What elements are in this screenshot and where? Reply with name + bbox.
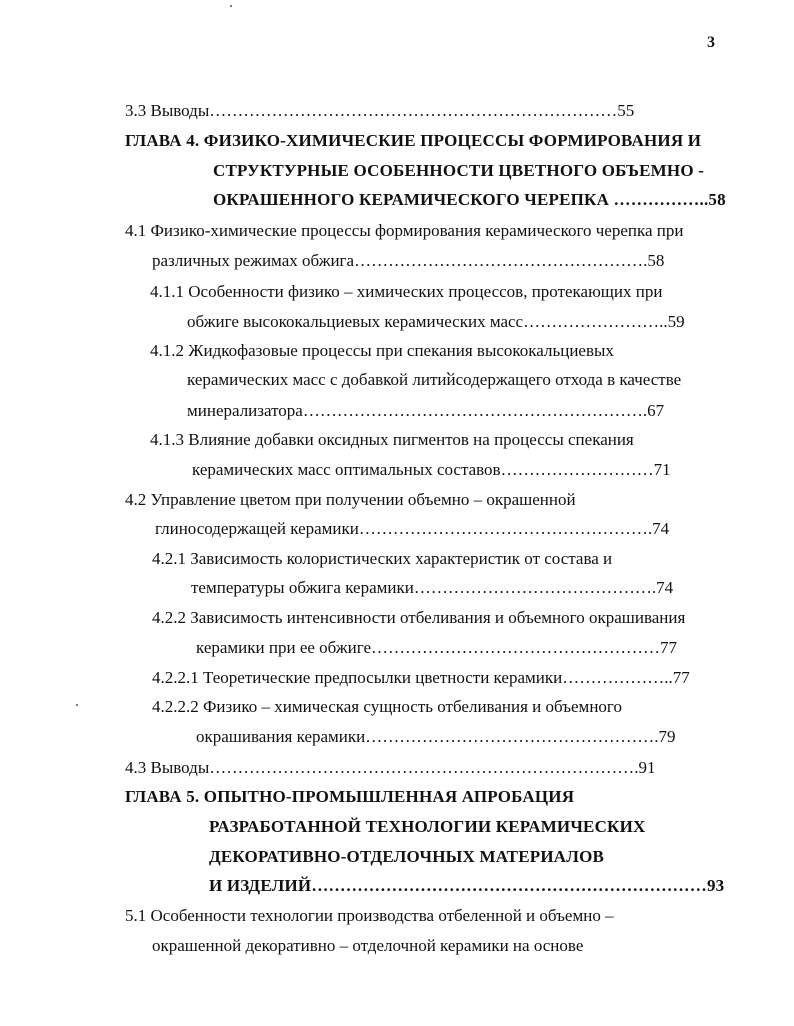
toc-line: 4.1.3 Влияние добавки оксидных пигментов на процессы спекания	[150, 430, 634, 449]
toc-line: окрашенной декоративно – отделочной керамики на основе	[152, 936, 584, 955]
toc-chapter-heading: И ИЗДЕЛИЙ……………………………………………………………93	[209, 876, 725, 895]
toc-chapter-heading: РАЗРАБОТАННОЙ ТЕХНОЛОГИИ КЕРАМИЧЕСКИХ	[209, 817, 646, 836]
toc-line: 4.2.2 Зависимость интенсивности отбеливания и объемного окрашивания	[152, 608, 686, 627]
toc-line: керамических масс с добавкой литийсодержащего отхода в качестве	[187, 370, 682, 389]
toc-line: 4.1 Физико-химические процессы формирования керамического черепка при	[125, 221, 684, 240]
toc-chapter-heading: ГЛАВА 5. ОПЫТНО-ПРОМЫШЛЕННАЯ АПРОБАЦИЯ	[125, 787, 575, 806]
toc-line: 4.1.2 Жидкофазовые процессы при спекания высококальциевых	[150, 341, 614, 360]
toc-line: 4.1.1 Особенности физико – химических процессов, протекающих при	[150, 282, 663, 301]
toc-line: различных режимах обжига…………………………………………….58	[152, 251, 665, 270]
toc-line: 3.3 Выводы………………………………………………………………55	[125, 101, 635, 120]
toc-line: керамики при ее обжиге……………………………………………77	[196, 638, 678, 657]
scan-speck	[230, 5, 232, 7]
toc-chapter-heading: ДЕКОРАТИВНО-ОТДЕЛОЧНЫХ МАТЕРИАЛОВ	[209, 847, 605, 866]
toc-line: минерализатора…………………………………………………….67	[187, 401, 665, 420]
toc-line: глиносодержащей керамики…………………………………………….74	[155, 519, 670, 538]
toc-chapter-heading: СТРУКТУРНЫЕ ОСОБЕННОСТИ ЦВЕТНОГО ОБЪЕМНО -	[213, 161, 705, 180]
toc-chapter-heading: ГЛАВА 4. ФИЗИКО-ХИМИЧЕСКИЕ ПРОЦЕССЫ ФОРМИРОВАНИЯ И	[125, 131, 702, 150]
toc-line: 4.2.1 Зависимость колористических характеристик от состава и	[152, 549, 613, 568]
toc-line: окрашивания керамики…………………………………………….79	[196, 727, 676, 746]
page-number: 3	[707, 34, 715, 51]
toc-line: 4.2.2.1 Теоретические предпосылки цветности керамики………………..77	[152, 668, 690, 687]
toc-line: 4.2 Управление цветом при получении объемно – окрашенной	[125, 490, 576, 509]
toc-line: 4.2.2.2 Физико – химическая сущность отбеливания и объемного	[152, 697, 622, 716]
toc-line: 5.1 Особенности технологии производства отбеленной и объемно –	[125, 906, 614, 925]
toc-line: 4.3 Выводы………………………………………………………………….91	[125, 758, 656, 777]
toc-line: обжиге высококальциевых керамических масс……………………..59	[187, 312, 685, 331]
toc-line: температуры обжига керамики…………………………………….74	[191, 578, 674, 597]
toc-line: керамических масс оптимальных составов………………………71	[192, 460, 671, 479]
toc-chapter-heading: ОКРАШЕННОГО КЕРАМИЧЕСКОГО ЧЕРЕПКА ……………..58	[213, 190, 726, 209]
scan-speck	[76, 704, 78, 706]
